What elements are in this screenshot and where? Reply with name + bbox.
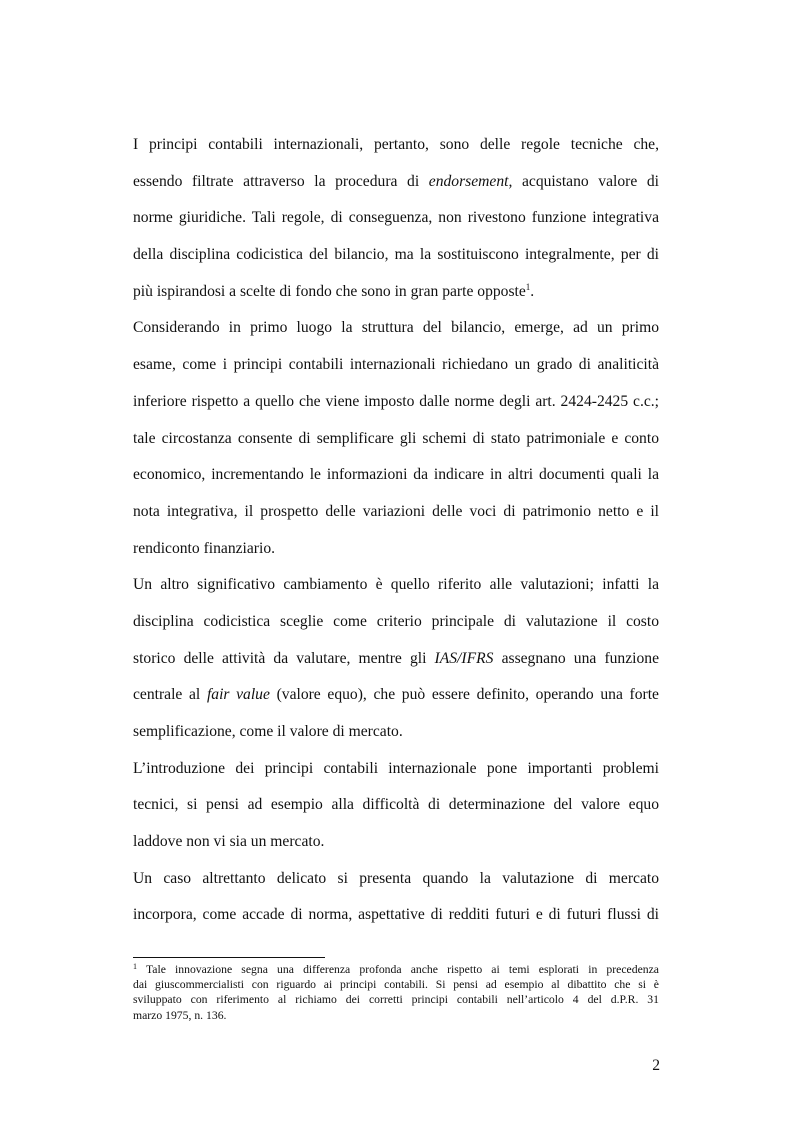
body-line: incorpora, come accade di norma, aspettative di redditi futuri e di futuri flussi di [133, 906, 659, 924]
emphasis-ias-ifrs: IAS/IFRS [434, 649, 494, 667]
footnote-separator [133, 957, 325, 958]
body-line: nota integrativa, il prospetto delle variazioni delle voci di patrimonio netto e il [133, 502, 659, 520]
body-line: storico delle attività da valutare, mentre gli IAS/IFRS assegnano una funzione [133, 649, 659, 667]
body-line: essendo filtrate attraverso la procedura di endorsement, acquistano valore di [133, 172, 659, 190]
body-line: esame, come i principi contabili internazionali richiedano un grado di analiticità [133, 356, 659, 374]
body-line: rendiconto finanziario. [133, 539, 276, 557]
footnote-reference[interactable]: 1 [525, 281, 531, 292]
emphasis-fair-value: fair value [206, 686, 270, 704]
page-number: 2 [652, 1057, 660, 1074]
footnote-line: marzo 1975, n. 136. [133, 1008, 227, 1022]
emphasis-endorsement: endorsement, [428, 172, 513, 190]
footnote-marker: 1 [133, 962, 137, 971]
body-line: più ispirandosi a scelte di fondo che sono in gran parte opposte$^1$. [133, 281, 535, 300]
body-line: disciplina codicistica sceglie come criterio principale di valutazione il costo [133, 612, 659, 630]
body-line: laddove non vi sia un mercato. [133, 833, 325, 851]
footnote [133, 962, 659, 1023]
body-line: della disciplina codicistica del bilancio, ma la sostituiscono integralmente, per di [133, 246, 659, 264]
body-line: Un caso altrettanto delicato si presenta quando la valutazione di mercato [133, 869, 659, 887]
footnote-line: $^1$ Tale innovazione segna una differenza profonda anche rispetto ai temi esplorati in precedenza [133, 962, 659, 976]
body-line: tale circostanza consente di semplificare gli schemi di stato patrimoniale e conto [133, 429, 659, 447]
body-line: semplificazione, come il valore di mercato. [133, 723, 403, 740]
footnote-line: dai giuscommercialisti con riguardo ai principi contabili. Si pensi ad esempio al dibattito che si è [133, 978, 659, 992]
body-line: I principi contabili internazionali, pertanto, sono delle regole tecniche che, [133, 136, 659, 153]
body-line: inferiore rispetto a quello che viene imposto dalle norme degli art. 2424-2425 c.c.; [133, 392, 659, 410]
footnote-line: sviluppato con riferimento al richiamo dei corretti principi contabili nell’articolo 4 del d.P.R. 31 [133, 993, 659, 1007]
body-text [133, 127, 659, 934]
body-line: economico, incrementando le informazioni da indicare in altri documenti quali la [133, 466, 659, 484]
body-line: tecnici, si pensi ad esempio alla difficoltà di determinazione del valore equo [133, 796, 659, 814]
body-line: L’introduzione dei principi contabili internazionale pone importanti problemi [133, 759, 659, 777]
body-line: Considerando in primo luogo la struttura del bilancio, emerge, ad un primo [133, 319, 659, 337]
body-line: Un altro significativo cambiamento è quello riferito alle valutazioni; infatti la [133, 576, 659, 594]
body-line: centrale al fair value (valore equo), che può essere definito, operando una forte [133, 686, 659, 704]
body-line: norme giuridiche. Tali regole, di conseguenza, non rivestono funzione integrativa [133, 209, 659, 227]
